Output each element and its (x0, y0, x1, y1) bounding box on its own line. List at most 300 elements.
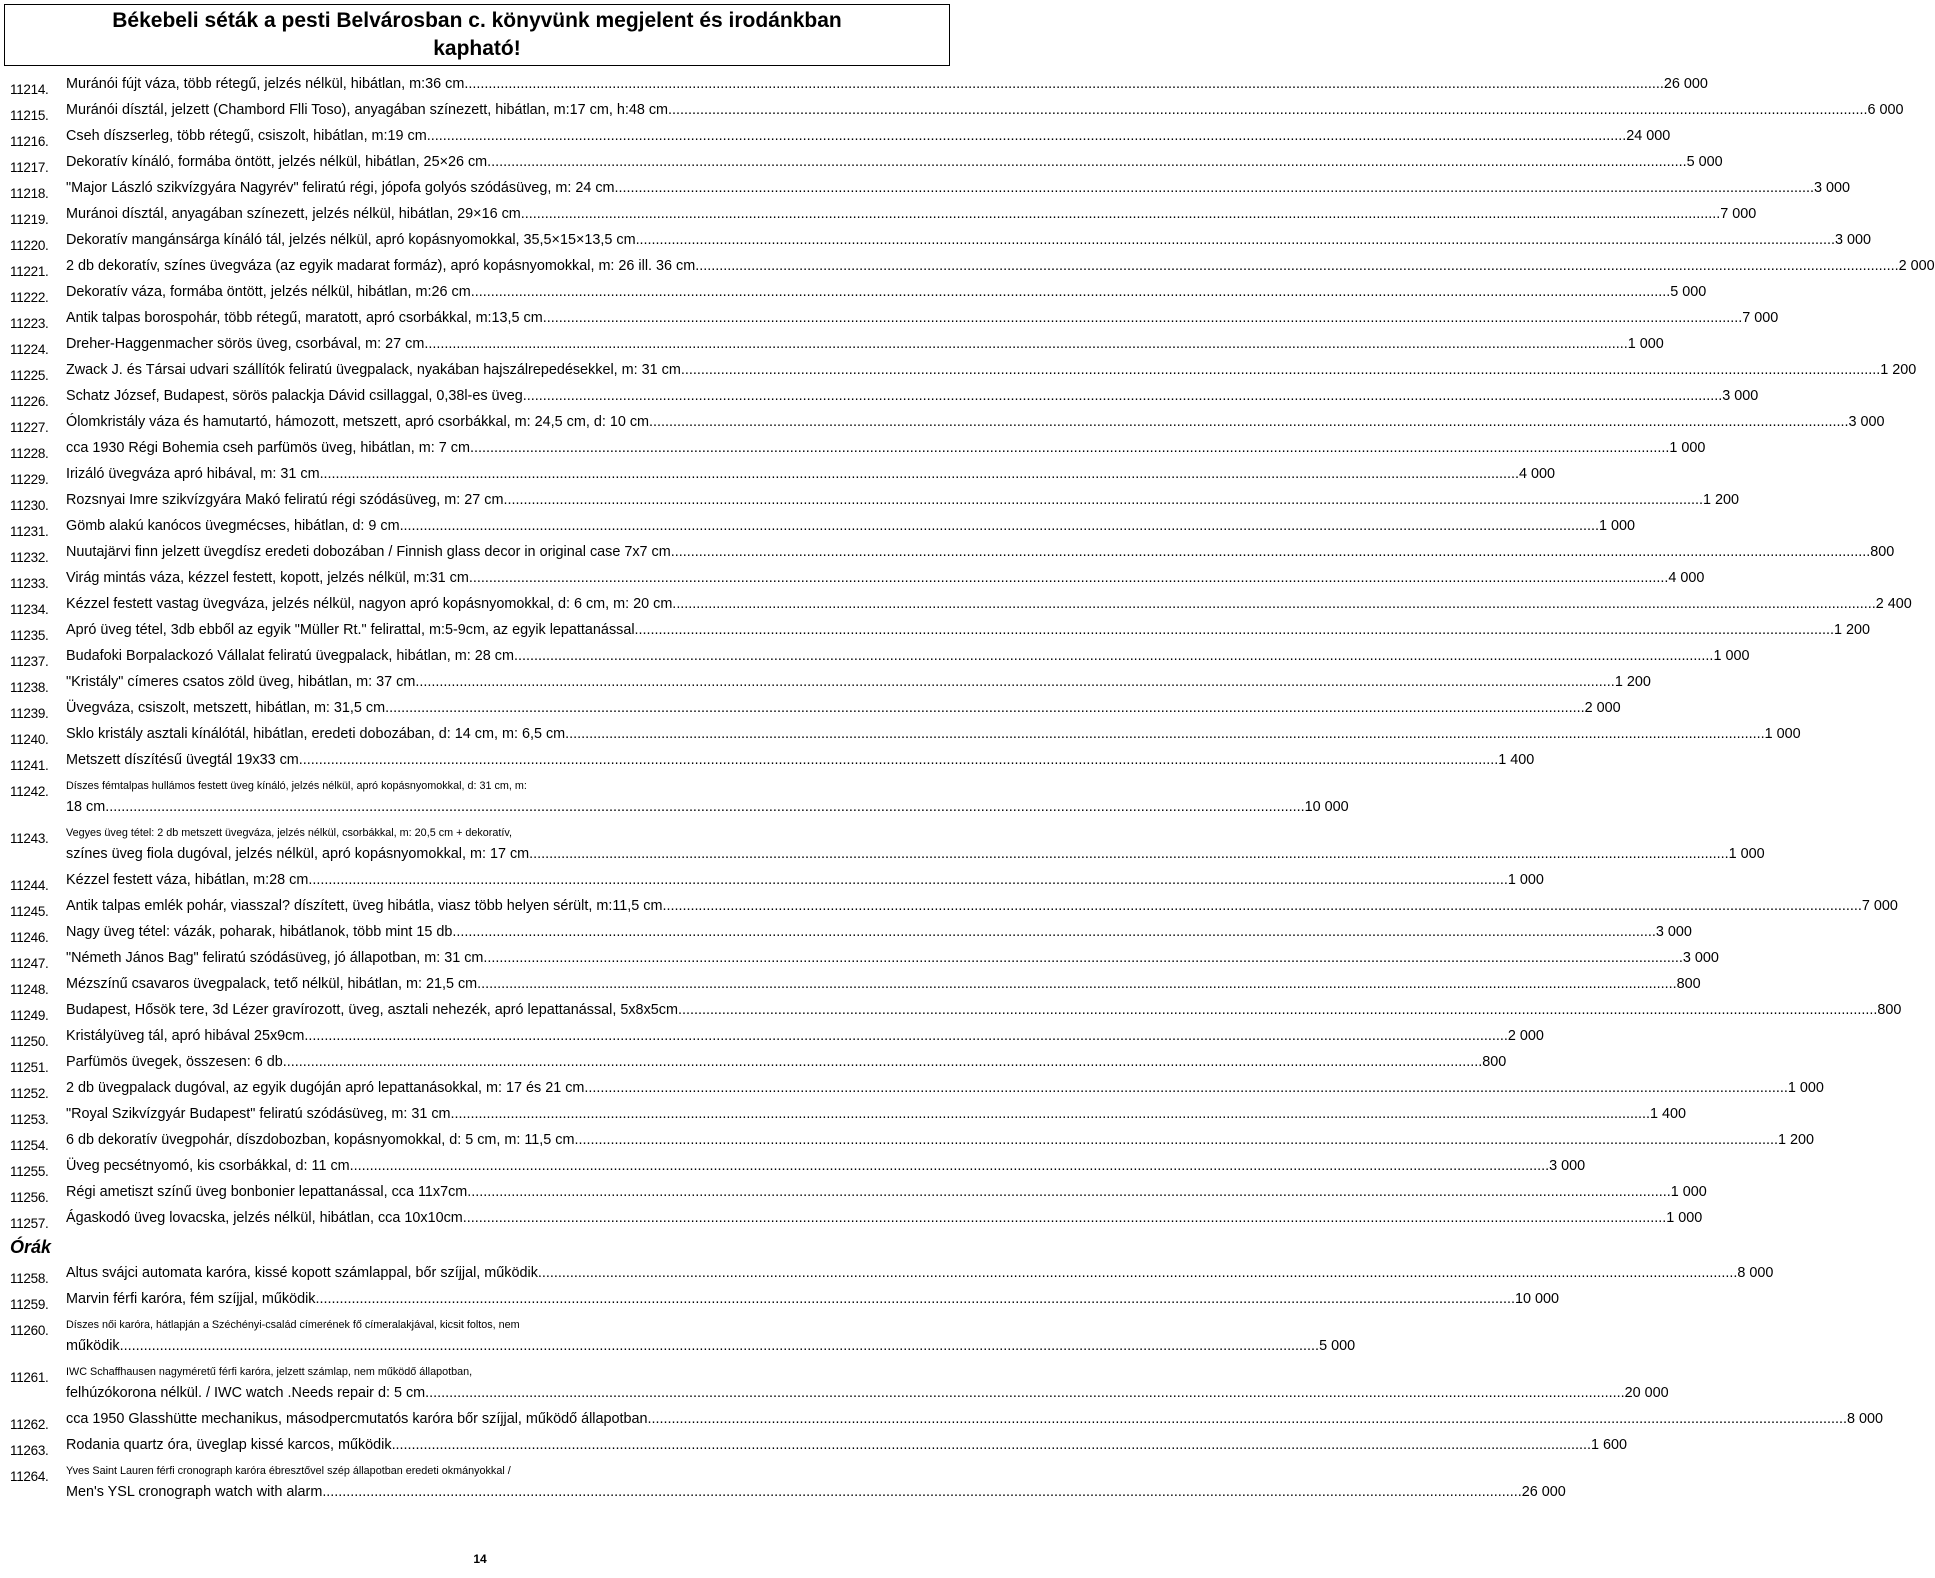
leader-dots: ............................................................................................................................................................................................................................................................................................................ (425, 1385, 1625, 1401)
lot-number: 11222. (10, 290, 49, 305)
lot-text: Üveg pecsétnyomó, kis csorbákkal, d: 11 cm (66, 1158, 350, 1174)
lot-number: 11220. (10, 238, 49, 253)
lot-description (66, 490, 1739, 511)
lot-description (66, 1052, 1507, 1073)
lot-description (66, 1315, 1356, 1357)
catalog-item (0, 948, 1719, 971)
lot-description (66, 1104, 1687, 1125)
catalog-item (0, 870, 1544, 893)
lot-number: 11232. (10, 550, 49, 565)
lot-price: 1 000 (1670, 1184, 1707, 1200)
lot-price: 8 000 (1737, 1265, 1774, 1281)
lot-description (66, 1263, 1774, 1284)
lot-description (66, 1182, 1707, 1203)
catalog-item (0, 542, 1895, 565)
lot-price: 1 200 (1614, 674, 1651, 690)
lot-description (66, 74, 1708, 95)
lot-text: Nuutajärvi finn jelzett üvegdísz eredeti dobozában / Finnish glass decor in original case 7x7 cm (66, 544, 671, 560)
lot-price: 2 000 (1898, 258, 1935, 274)
lot-description (66, 152, 1723, 173)
lot-text: Dekoratív kínáló, formába öntött, jelzés nélkül, hibátlan, 25×26 cm (66, 154, 488, 170)
lot-price: 2 000 (1584, 700, 1621, 716)
lot-price: 10 000 (1514, 1291, 1559, 1307)
lot-number: 11261. (10, 1370, 49, 1385)
leader-dots: ............................................................................................................................................................................................................................................................................................................ (662, 898, 1862, 914)
announcement-banner (4, 4, 950, 66)
lot-description (66, 750, 1535, 771)
lot-number: 11260. (10, 1323, 49, 1338)
leader-dots: ............................................................................................................................................................................................................................................................................................................ (298, 752, 1499, 768)
lot-text: Kézzel festett váza, hibátlan, m:28 cm (66, 872, 309, 888)
lot-description (66, 1026, 1544, 1047)
lot-number: 11250. (10, 1034, 49, 1049)
catalog-item (0, 334, 1664, 357)
lot-description (66, 1409, 1884, 1430)
lot-price: 800 (1877, 1002, 1902, 1018)
lot-description (66, 1362, 1669, 1404)
catalog-item (0, 776, 1349, 818)
lot-price: 1 400 (1650, 1106, 1687, 1122)
lot-description (66, 438, 1706, 459)
lot-description (66, 230, 1872, 251)
lot-price: 7 000 (1861, 898, 1898, 914)
lot-description (66, 568, 1705, 589)
lot-number: 11255. (10, 1164, 49, 1179)
leader-dots: ............................................................................................................................................................................................................................................................................................................ (385, 700, 1585, 716)
catalog-item (0, 568, 1705, 591)
catalog-item (0, 308, 1779, 331)
lot-number: 11235. (10, 628, 49, 643)
lot-number: 11223. (10, 316, 49, 331)
catalog-item (0, 1104, 1687, 1127)
lot-price: 1 000 (1599, 518, 1636, 534)
leader-dots: ............................................................................................................................................................................................................................................................................................................ (105, 799, 1305, 815)
lot-description (66, 256, 1935, 277)
lot-text: Zwack J. és Társai udvari szállítók feliratú üvegpalack, nyakában hajszálrepedésekkel, m: 31 cm (66, 362, 681, 378)
lot-description (66, 594, 1912, 615)
lot-description (66, 282, 1707, 303)
leader-dots: ............................................................................................................................................................................................................................................................................................................ (513, 648, 1714, 664)
lot-description (66, 386, 1759, 407)
lot-text: 6 db dekoratív üvegpohár, díszdobozban, kopásnyomokkal, d: 5 cm, m: 11,5 cm. (66, 1132, 579, 1148)
catalog-item (0, 230, 1872, 253)
catalog-item (0, 1156, 1586, 1179)
lot-description (66, 646, 1750, 667)
leader-dots: ............................................................................................................................................................................................................................................................................................................ (483, 950, 1683, 966)
lot-text: Virág mintás váza, kézzel festett, kopott, jelzés nélkül, m:31 cm (66, 570, 469, 586)
lot-number: 11219. (10, 212, 49, 227)
lot-price: 7 000 (1720, 206, 1757, 222)
lot-price: 800 (1482, 1054, 1507, 1070)
leader-dots: ............................................................................................................................................................................................................................................................................................................ (699, 258, 1899, 274)
leader-dots: ............................................................................................................................................................................................................................................................................................................ (315, 1291, 1515, 1307)
lot-text: Régi ametiszt színű üveg bonbonier lepattanással, cca 11x7cm. (66, 1184, 472, 1200)
lot-text-line-1: Vegyes üveg tétel: 2 db metszett üvegváza, jelzés nélkül, csorbákkal, m: 20,5 cm + dekoratív, (66, 827, 512, 839)
lot-number: 11251. (10, 1060, 49, 1075)
catalog-item (0, 178, 1850, 201)
lot-price: 4 000 (1519, 466, 1556, 482)
leader-dots: ............................................................................................................................................................................................................................................................................................................ (487, 154, 1687, 170)
lot-description (66, 823, 1765, 865)
catalog-item (0, 386, 1759, 409)
catalog-item (0, 750, 1535, 773)
leader-dots: ............................................................................................................................................................................................................................................................................................................ (464, 76, 1664, 92)
lot-number: 11253. (10, 1112, 49, 1127)
lot-text: "Németh János Bag" feliratú szódásüveg, jó állapotban, m: 31 cm (66, 950, 484, 966)
leader-dots: ............................................................................................................................................................................................................................................................................................................ (668, 102, 1868, 118)
leader-dots: ............................................................................................................................................................................................................................................................................................................ (647, 1411, 1847, 1427)
catalog-item (0, 256, 1935, 279)
lot-text: Irizáló üvegváza apró hibával, m: 31 cm (66, 466, 320, 482)
lot-number: 11228. (10, 446, 49, 461)
lot-text: cca 1930 Régi Bohemia cseh parfümös üveg, hibátlan, m: 7 cm (66, 440, 470, 456)
lot-description (66, 1461, 1566, 1503)
lot-text: Budafoki Borpalackozó Vállalat feliratú üvegpalack, hibátlan, m: 28 cm (66, 648, 514, 664)
lot-price: 5 000 (1670, 284, 1707, 300)
lot-text: Muránói dísztál, jelzett (Chambord Flli Toso), anyagában színezett, hibátlan, m:17 cm, h:48 cm (66, 102, 669, 118)
leader-dots: ............................................................................................................................................................................................................................................................................................................ (477, 976, 1677, 992)
lot-price: 1 000 (1713, 648, 1750, 664)
lot-text: Muránói fújt váza, több rétegű, jelzés nélkül, hibátlan, m:36 cm (66, 76, 465, 92)
catalog-item (0, 896, 1898, 919)
leader-dots: ............................................................................................................................................................................................................................................................................................................ (399, 518, 1600, 534)
lot-price: 1 000 (1627, 336, 1664, 352)
lot-number: 11248. (10, 982, 49, 997)
lot-description (66, 974, 1701, 995)
lot-number: 11241. (10, 758, 49, 773)
lot-description (66, 516, 1636, 537)
catalog-item (0, 1208, 1703, 1231)
leader-dots: ............................................................................................................................................................................................................................................................................................................ (308, 1028, 1508, 1044)
page-number: 14 (473, 1552, 487, 1566)
lot-text-line-1: Díszes fémtalpas hullámos festett üveg kínáló, jelzés nélkül, apró kopásnyomokkal, d: 31 cm, m: (66, 780, 527, 792)
lot-number: 11243. (10, 831, 49, 846)
lot-description (66, 464, 1556, 485)
lot-description (66, 308, 1779, 329)
catalog-item (0, 204, 1757, 227)
lot-text: Men's YSL cronograph watch with alarm (66, 1484, 323, 1500)
lot-number: 11242. (10, 784, 49, 799)
lot-text: 2 db dekoratív, színes üvegváza (az egyik madarat formáz), apró kopásnyomokkal, m: 26 ill. 36 cm. (66, 258, 700, 274)
leader-dots: ............................................................................................................................................................................................................................................................................................................ (456, 924, 1656, 940)
lot-price: 3 000 (1813, 180, 1850, 196)
lot-number: 11264. (10, 1469, 49, 1484)
lot-text-line-2 (66, 797, 1349, 818)
lot-number: 11257. (10, 1216, 49, 1231)
lot-number: 11226. (10, 394, 49, 409)
leader-dots: ............................................................................................................................................................................................................................................................................................................ (520, 206, 1721, 222)
lot-price: 3 000 (1655, 924, 1692, 940)
leader-dots: ............................................................................................................................................................................................................................................................................................................ (676, 596, 1876, 612)
leader-dots: ............................................................................................................................................................................................................................................................................................................ (426, 128, 1627, 144)
lot-number: 11234. (10, 602, 49, 617)
lot-description (66, 724, 1801, 745)
lot-description (66, 620, 1871, 641)
catalog-item (0, 823, 1765, 865)
lot-number: 11262. (10, 1417, 49, 1432)
lot-number: 11263. (10, 1443, 49, 1458)
lot-price: 24 000 (1626, 128, 1671, 144)
lot-description (66, 776, 1349, 818)
lot-number: 11218. (10, 186, 49, 201)
lot-text: Parfümös üvegek, összesen: 6 db (66, 1054, 283, 1070)
leader-dots: ............................................................................................................................................................................................................................................................................................................ (428, 336, 1628, 352)
catalog-item (0, 1000, 1902, 1023)
lot-number: 11217. (10, 160, 49, 175)
lot-description (66, 1130, 1814, 1151)
leader-dots: ............................................................................................................................................................................................................................................................................................................ (588, 1080, 1788, 1096)
lot-description (66, 1078, 1824, 1099)
lot-text-line-2 (66, 1336, 1356, 1357)
catalog-item (0, 1026, 1544, 1049)
lot-description (66, 948, 1719, 969)
lot-text: Sklo kristály asztali kínálótál, hibátlan, eredeti dobozában, d: 14 cm, m: 6,5 cm (66, 726, 566, 742)
lot-text: Nagy üveg tétel: vázák, poharak, hibátlanok, több mint 15 db. (66, 924, 457, 940)
lot-text: "Kristály" címeres csatos zöld üveg, hibátlan, m: 37 cm (66, 674, 416, 690)
lot-text: 18 cm (66, 799, 106, 815)
leader-dots: ............................................................................................................................................................................................................................................................................................................ (470, 284, 1671, 300)
leader-dots: ............................................................................................................................................................................................................................................................................................................ (565, 726, 1765, 742)
catalog-item (0, 594, 1912, 617)
lot-price: 1 200 (1777, 1132, 1814, 1148)
lot-price: 1 200 (1702, 492, 1739, 508)
lot-text: Kézzel festett vastag üvegváza, jelzés nélkül, nagyon apró kopásnyomokkal, d: 6 cm, m: 20 cm. (66, 596, 677, 612)
leader-dots: ............................................................................................................................................................................................................................................................................................................ (503, 492, 1703, 508)
leader-dots: ............................................................................................................................................................................................................................................................................................................ (466, 1210, 1667, 1226)
lot-price: 2 000 (1507, 1028, 1544, 1044)
lot-text: Gömb alakú kanócos üvegmécses, hibátlan, d: 9 cm (66, 518, 400, 534)
lot-price: 1 000 (1669, 440, 1706, 456)
banner-line-1: Békebeli séták a pesti Belvárosban c. könyvünk megjelent és irodánkban (112, 9, 842, 32)
lot-price: 1 000 (1787, 1080, 1824, 1096)
lot-text: Ólomkristály váza és hamutartó, hámozott, metszett, apró csorbákkal, m: 24,5 cm, d: 10 cm (66, 414, 650, 430)
catalog-item (0, 464, 1556, 487)
lot-description (66, 922, 1692, 943)
lot-text: Dekoratív mangánsárga kínáló tál, jelzés nélkül, apró kopásnyomokkal, 35,5×15×13,5 cm (66, 232, 636, 248)
lot-text: Muránoi dísztál, anyagában színezett, jelzés nélkül, hibátlan, 29×16 cm (66, 206, 521, 222)
catalog-item (0, 1461, 1566, 1503)
leader-dots: ............................................................................................................................................................................................................................................................................................................ (308, 872, 1508, 888)
catalog-item (0, 490, 1739, 513)
lot-description (66, 204, 1757, 225)
lot-text: 2 db üvegpalack dugóval, az egyik dugóján apró lepattanásokkal, m: 17 és 21 cm. (66, 1080, 589, 1096)
section-title-watches: Órák (10, 1237, 52, 1257)
leader-dots: ............................................................................................................................................................................................................................................................................................................ (680, 362, 1881, 378)
lot-text: Marvin férfi karóra, fém szíjjal, működik (66, 1291, 316, 1307)
lot-number: 11258. (10, 1271, 49, 1286)
lot-text: Ágaskodó üveg lovacska, jelzés nélkül, hibátlan, cca 10x10cm. (66, 1210, 467, 1226)
lot-number: 11231. (10, 524, 49, 539)
lot-price: 1 000 (1666, 1210, 1703, 1226)
catalog-item (0, 620, 1871, 643)
lot-price: 26 000 (1521, 1484, 1566, 1500)
lot-number: 11214. (10, 82, 49, 97)
lot-description (66, 896, 1898, 917)
lot-price: 10 000 (1304, 799, 1349, 815)
lot-number: 11216. (10, 134, 49, 149)
lot-description (66, 1435, 1628, 1456)
leader-dots: ............................................................................................................................................................................................................................................................................................................ (282, 1054, 1483, 1070)
lot-text-line-2 (66, 844, 1765, 865)
leader-dots: ............................................................................................................................................................................................................................................................................................................ (529, 846, 1729, 862)
catalog-item (0, 282, 1707, 305)
lot-number: 11244. (10, 878, 49, 893)
leader-dots: ............................................................................................................................................................................................................................................................................................................ (522, 388, 1723, 404)
catalog-item (0, 1315, 1356, 1357)
leader-dots: ............................................................................................................................................................................................................................................................................................................ (649, 414, 1849, 430)
lot-number: 11224. (10, 342, 49, 357)
leader-dots: ............................................................................................................................................................................................................................................................................................................ (471, 1184, 1671, 1200)
lot-text: Üvegváza, csiszolt, metszett, hibátlan, m: 31,5 cm (66, 700, 386, 716)
lot-price: 800 (1676, 976, 1701, 992)
lot-number: 11233. (10, 576, 49, 591)
lot-price: 26 000 (1663, 76, 1708, 92)
lot-description (66, 1208, 1703, 1229)
lot-number: 11229. (10, 472, 49, 487)
lot-text: "Royal Szikvízgyár Budapest" feliratú szódásüveg, m: 31 cm (66, 1106, 451, 1122)
leader-dots: ............................................................................................................................................................................................................................................................................................................ (537, 1265, 1738, 1281)
leader-dots: ............................................................................................................................................................................................................................................................................................................ (349, 1158, 1550, 1174)
leader-dots: ............................................................................................................................................................................................................................................................................................................ (322, 1484, 1522, 1500)
lot-number: 11238. (10, 680, 49, 695)
lot-number: 11252. (10, 1086, 49, 1101)
catalog-item (0, 1435, 1628, 1458)
lot-text: Dekoratív váza, formába öntött, jelzés nélkül, hibátlan, m:26 cm (66, 284, 471, 300)
catalog-item (0, 1130, 1814, 1153)
lot-description (66, 100, 1904, 121)
leader-dots: ............................................................................................................................................................................................................................................................................................................ (578, 1132, 1778, 1148)
lot-text-line-2 (66, 1383, 1669, 1404)
lot-text-line-1: Yves Saint Lauren férfi cronograph karóra ébresztővel szép állapotban eredeti okmányokkal / (66, 1465, 511, 1477)
lot-price: 1 000 (1764, 726, 1801, 742)
lot-price: 8 000 (1847, 1411, 1884, 1427)
catalog-item (0, 1362, 1669, 1404)
leader-dots: ............................................................................................................................................................................................................................................................................................................ (319, 466, 1520, 482)
lot-text: Dreher-Haggenmacher sörös üveg, csorbával, m: 27 cm. (66, 336, 429, 352)
lot-text: Metszett díszítésű üvegtál 19x33 cm (66, 752, 299, 768)
lot-number: 11247. (10, 956, 49, 971)
lot-text: Schatz József, Budapest, sörös palackja Dávid csillaggal, 0,38l-es üveg (66, 388, 523, 404)
catalog-item (0, 646, 1750, 669)
lot-price: 800 (1870, 544, 1895, 560)
lot-text: Altus svájci automata karóra, kissé kopott számlappal, bőr szíjjal, működik (66, 1265, 538, 1281)
lot-number: 11225. (10, 368, 49, 383)
lot-price: 5 000 (1686, 154, 1723, 170)
leader-dots: ............................................................................................................................................................................................................................................................................................................ (635, 232, 1836, 248)
lot-text-line-2 (66, 1482, 1566, 1503)
lot-description (66, 672, 1651, 693)
lot-description (66, 698, 1621, 719)
catalog-item (0, 412, 1885, 435)
lot-price: 3 000 (1549, 1158, 1586, 1174)
lot-number: 11240. (10, 732, 49, 747)
leader-dots: ............................................................................................................................................................................................................................................................................................................ (614, 180, 1814, 196)
lot-text: Rodania quartz óra, üveglap kissé karcos, működik (66, 1437, 392, 1453)
lot-text: Kristályüveg tál, apró hibával 25x9cm. (66, 1028, 309, 1044)
lot-price: 5 000 (1319, 1338, 1356, 1354)
lot-description (66, 1289, 1559, 1310)
lot-price: 1 400 (1498, 752, 1535, 768)
lot-number: 11246. (10, 930, 49, 945)
leader-dots: ............................................................................................................................................................................................................................................................................................................ (542, 310, 1743, 326)
lot-text: Antik talpas emlék pohár, viasszal? díszített, üveg hibátla, viasz több helyen sérült, m:11,5 cm (66, 898, 663, 914)
lot-text: Budapest, Hősök tere, 3d Lézer gravírozott, üveg, asztali nehezék, apró lepattanással, 5x8x5cm (66, 1002, 678, 1018)
leader-dots: ............................................................................................................................................................................................................................................................................................................ (670, 544, 1871, 560)
lot-number: 11259. (10, 1297, 49, 1312)
lot-number: 11230. (10, 498, 49, 513)
lot-price: 20 000 (1624, 1385, 1669, 1401)
leader-dots: ............................................................................................................................................................................................................................................................................................................ (415, 674, 1615, 690)
lot-price: 7 000 (1742, 310, 1779, 326)
lot-description (66, 334, 1664, 355)
catalog-item (0, 438, 1706, 461)
banner-line-2: kapható! (433, 37, 521, 60)
lot-text: Rozsnyai Imre szikvízgyára Makó feliratú régi szódásüveg, m: 27 cm (66, 492, 504, 508)
lot-number: 11249. (10, 1008, 49, 1023)
leader-dots: ............................................................................................................................................................................................................................................................................................................ (469, 440, 1670, 456)
lot-text-line-1: Díszes női karóra, hátlapján a Széchényi-család címerének fő címeralakjával, kicsit foltos, nem (66, 1319, 520, 1331)
catalog-item (0, 1263, 1774, 1286)
lot-text: "Major László szikvízgyára Nagyrév" feliratú régi, jópofa golyós szódásüveg, m: 24 cm (66, 180, 615, 196)
lot-description (66, 360, 1917, 381)
lot-description (66, 542, 1895, 563)
leader-dots: ............................................................................................................................................................................................................................................................................................................ (634, 622, 1834, 638)
lot-number: 11215. (10, 108, 49, 123)
catalog-item (0, 922, 1692, 945)
lot-price: 6 000 (1867, 102, 1904, 118)
lot-price: 1 200 (1880, 362, 1917, 378)
lot-description (66, 870, 1544, 891)
lot-description (66, 412, 1885, 433)
lot-description (66, 126, 1671, 147)
lot-price: 1 000 (1728, 846, 1765, 862)
leader-dots: ............................................................................................................................................................................................................................................................................................................ (677, 1002, 1878, 1018)
lot-text: működik (66, 1338, 120, 1354)
lot-text: színes üveg fiola dugóval, jelzés nélkül, apró kopásnyomokkal, m: 17 cm (66, 846, 530, 862)
catalog-item (0, 1409, 1884, 1432)
catalog-item (0, 152, 1723, 175)
lot-price: 3 000 (1722, 388, 1759, 404)
lot-text: Cseh díszserleg, több rétegű, csiszolt, hibátlan, m:19 cm (66, 128, 427, 144)
leader-dots: ............................................................................................................................................................................................................................................................................................................ (119, 1338, 1320, 1354)
catalog-item (0, 126, 1671, 149)
catalog-item (0, 360, 1917, 383)
lot-number: 11254. (10, 1138, 49, 1153)
lot-number: 11237. (10, 654, 49, 669)
catalog-list (0, 74, 1935, 1508)
catalog-item (0, 1182, 1707, 1205)
catalog-item (0, 516, 1636, 539)
lot-price: 3 000 (1682, 950, 1719, 966)
lot-price: 2 400 (1875, 596, 1912, 612)
catalog-item (0, 724, 1801, 747)
catalog-item (0, 974, 1701, 997)
lot-text: felhúzókorona nélkül. / IWC watch .Needs repair d: 5 cm (66, 1385, 426, 1401)
leader-dots: ............................................................................................................................................................................................................................................................................................................ (450, 1106, 1651, 1122)
lot-text: cca 1950 Glasshütte mechanikus, másodpercmutatós karóra bőr szíjjal, működő állapotban (66, 1411, 648, 1427)
lot-price: 1 600 (1591, 1437, 1628, 1453)
catalog-item (0, 1078, 1824, 1101)
lot-text: Antik talpas borospohár, több rétegű, maratott, apró csorbákkal, m:13,5 cm (66, 310, 543, 326)
lot-number: 11245. (10, 904, 49, 919)
lot-price: 3 000 (1848, 414, 1885, 430)
lot-number: 11256. (10, 1190, 49, 1205)
lot-price: 1 000 (1507, 872, 1544, 888)
lot-description (66, 178, 1850, 199)
lot-description (66, 1156, 1586, 1177)
catalog-item (0, 1289, 1559, 1312)
lot-text: Mézszínű csavaros üvegpalack, tető nélkül, hibátlan, m: 21,5 cm (66, 976, 478, 992)
